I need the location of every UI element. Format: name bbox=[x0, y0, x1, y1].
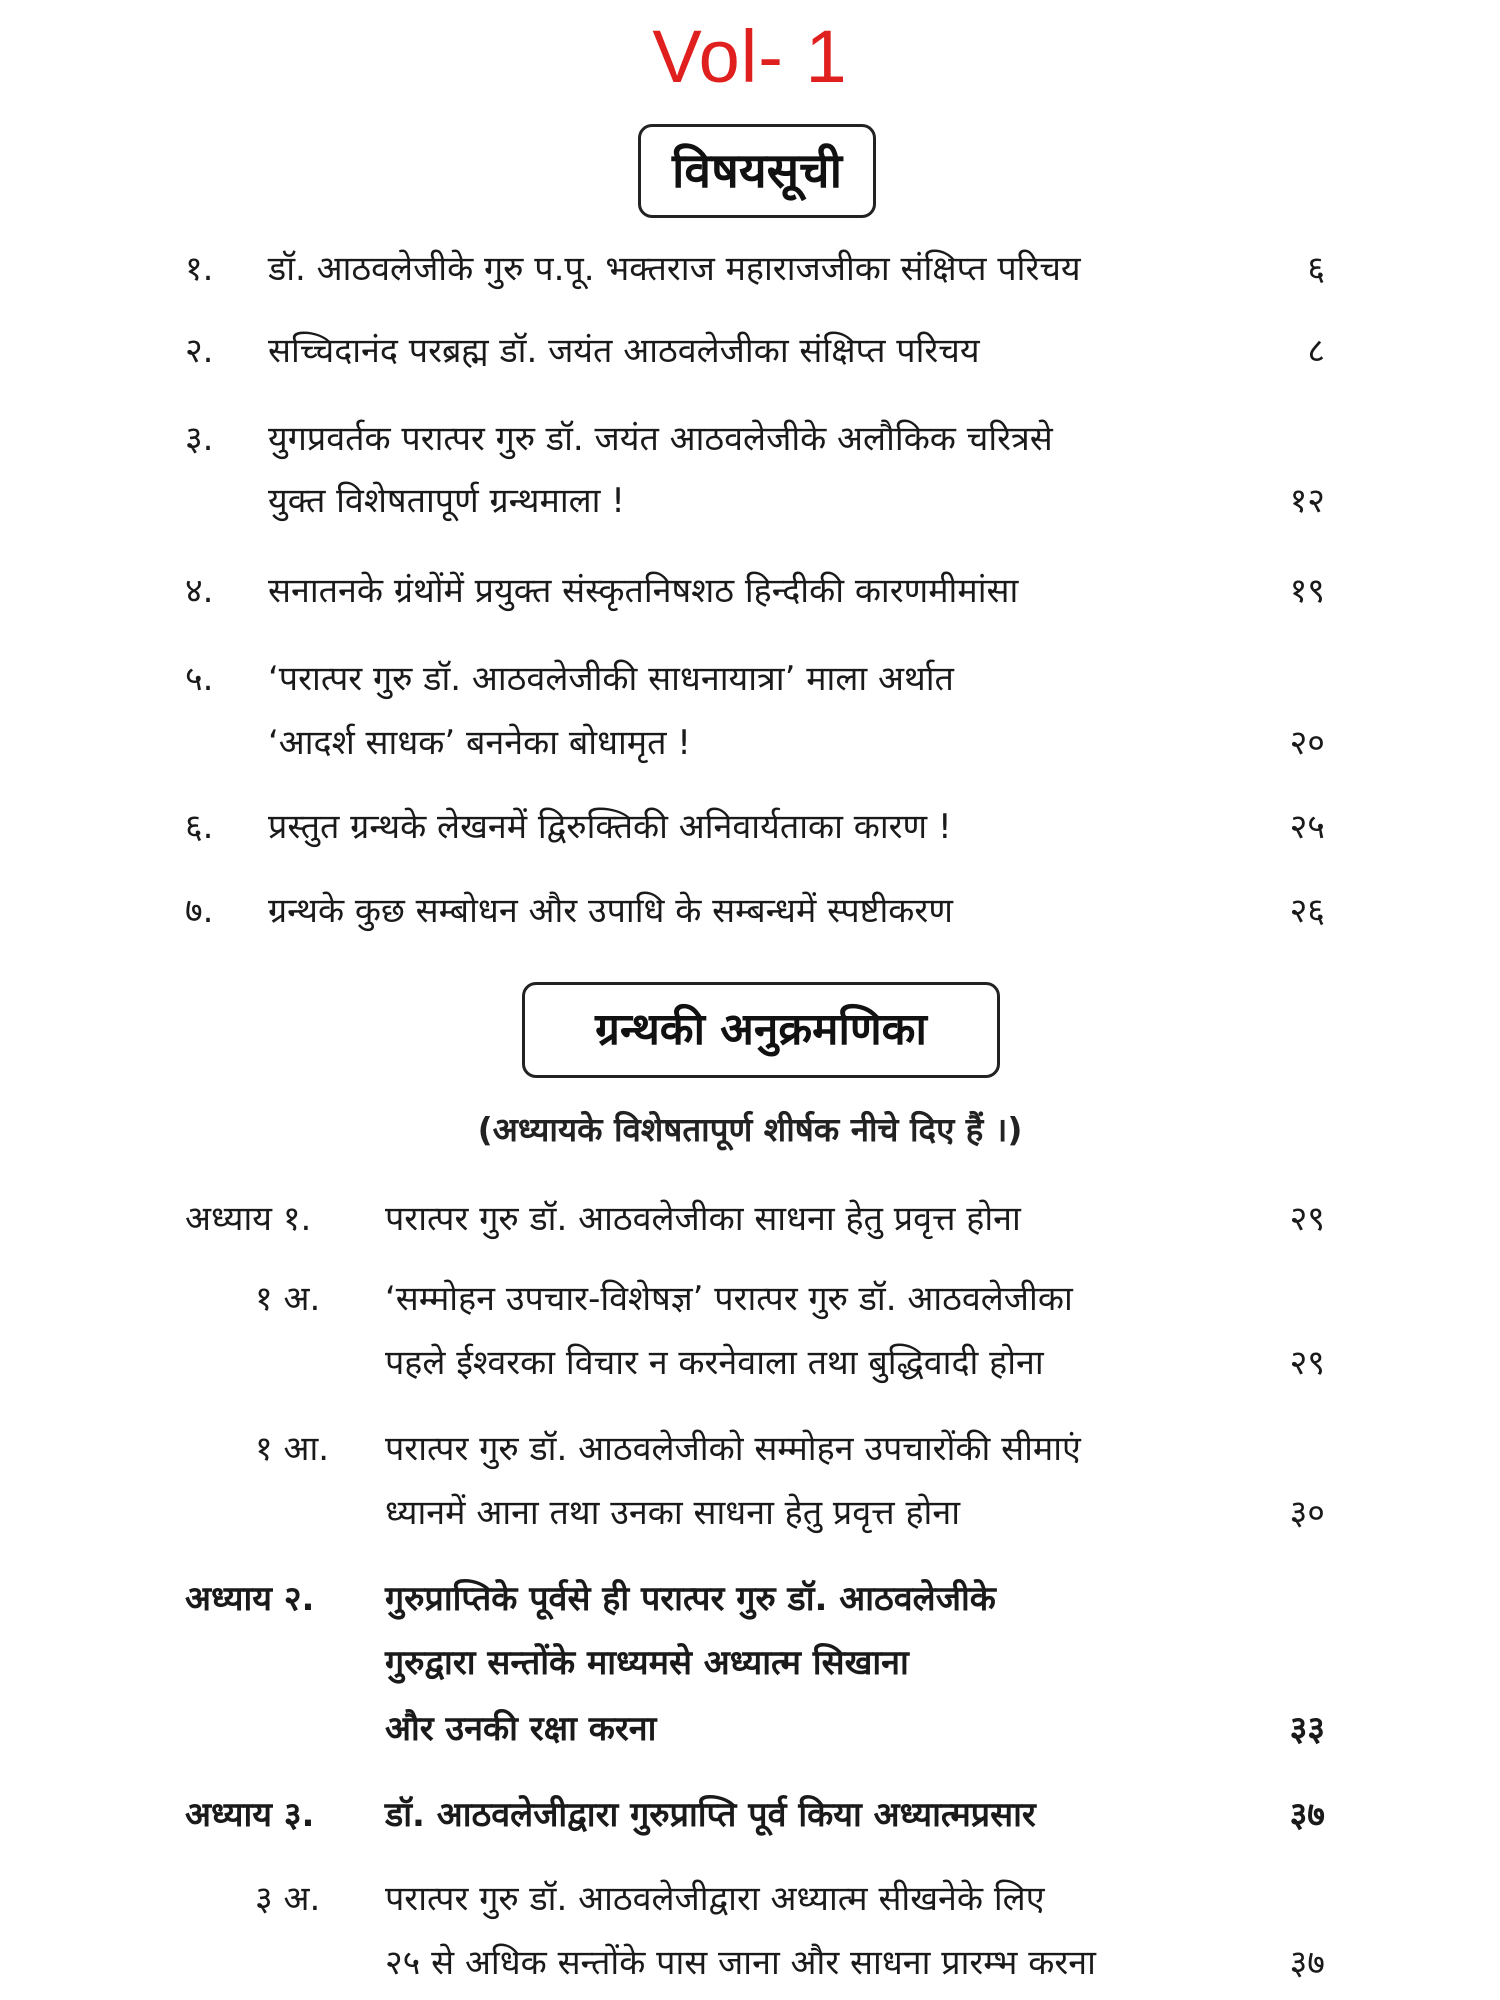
volume-label: Vol- 1 bbox=[652, 15, 848, 98]
entry-number: ३. bbox=[185, 419, 214, 459]
entry-number: १. bbox=[185, 249, 214, 289]
chapter-title-line: और उनकी रक्षा करना bbox=[385, 1709, 657, 1749]
chapter-page: २९ bbox=[1289, 1199, 1325, 1239]
chapter-label: अध्याय ३. bbox=[185, 1795, 315, 1835]
entry-title: सनातनके ग्रंथोंमें प्रयुक्त संस्कृतनिषशठ हिन्दीकी कारणमीमांसा bbox=[268, 571, 1019, 611]
contents-heading: विषयसूची bbox=[638, 124, 876, 218]
subchapter-number: ३ अ. bbox=[255, 1879, 321, 1919]
entry-page: १९ bbox=[1289, 571, 1325, 611]
entry-number: ४. bbox=[185, 571, 214, 611]
chapter-title-line: गुरुप्राप्तिके पूर्वसे ही परात्पर गुरु डॉ. आठवलेजीके bbox=[385, 1579, 996, 1619]
entry-page: ६ bbox=[1307, 249, 1325, 289]
subchapter-page: २९ bbox=[1289, 1343, 1325, 1383]
entry-page: २६ bbox=[1289, 891, 1325, 931]
subchapter-title-line: ‘सम्मोहन उपचार-विशेषज्ञ’ परात्पर गुरु डॉ. आठवलेजीका bbox=[385, 1279, 1073, 1319]
subchapter-number: १ अ. bbox=[255, 1279, 321, 1319]
subchapter-title-line: पहले ईश्वरका विचार न करनेवाला तथा बुद्धिवादी होना bbox=[385, 1343, 1044, 1383]
entry-page: २५ bbox=[1289, 807, 1325, 847]
subchapter-page: ३० bbox=[1289, 1493, 1325, 1533]
chapter-title-line: गुरुद्वारा सन्तोंके माध्यमसे अध्यात्म सिखाना bbox=[385, 1643, 909, 1683]
entry-title-line: युगप्रवर्तक परात्पर गुरु डॉ. जयंत आठवलेजीके अलौकिक चरित्रसे bbox=[268, 419, 1053, 459]
entry-title-line: ‘परात्पर गुरु डॉ. आठवलेजीकी साधनायात्रा’ माला अर्थात bbox=[268, 659, 954, 699]
entry-number: ५. bbox=[185, 659, 214, 699]
entry-number: २. bbox=[185, 331, 214, 371]
entry-title: डॉ. आठवलेजीके गुरु प.पू. भक्तराज महाराजजीका संक्षिप्त परिचय bbox=[268, 249, 1081, 289]
chapter-title: परात्पर गुरु डॉ. आठवलेजीका साधना हेतु प्रवृत्त होना bbox=[385, 1199, 1021, 1239]
subchapter-title-line: २५ से अधिक सन्तोंके पास जाना और साधना प्रारम्भ करना bbox=[385, 1943, 1096, 1983]
entry-title-line: युक्त विशेषतापूर्ण ग्रन्थमाला ! bbox=[268, 481, 625, 521]
entry-number: ६. bbox=[185, 807, 214, 847]
chapter-label: अध्याय २. bbox=[185, 1579, 315, 1619]
subchapter-number: १ आ. bbox=[255, 1429, 330, 1469]
index-heading: ग्रन्थकी अनुक्रमणिका bbox=[522, 982, 1000, 1078]
entry-page: १२ bbox=[1289, 481, 1325, 521]
index-subtitle: (अध्यायके विशेषतापूर्ण शीर्षक नीचे दिए हैं ।) bbox=[477, 1110, 1023, 1149]
subchapter-title-line: परात्पर गुरु डॉ. आठवलेजीको सम्मोहन उपचारोंकी सीमाएं bbox=[385, 1429, 1081, 1469]
entry-title: प्रस्तुत ग्रन्थके लेखनमें द्विरुक्तिकी अनिवार्यताका कारण ! bbox=[268, 807, 952, 847]
entry-title: सच्चिदानंद परब्रह्म डॉ. जयंत आठवलेजीका संक्षिप्त परिचय bbox=[268, 331, 980, 371]
chapter-page: ३७ bbox=[1289, 1795, 1325, 1835]
entry-number: ७. bbox=[185, 891, 214, 931]
chapter-page: ३३ bbox=[1289, 1709, 1325, 1749]
subchapter-title-line: ध्यानमें आना तथा उनका साधना हेतु प्रवृत्त होना bbox=[385, 1493, 961, 1533]
entry-page: २० bbox=[1289, 723, 1325, 763]
entry-title-line: ‘आदर्श साधक’ बननेका बोधामृत ! bbox=[268, 723, 691, 763]
subchapter-title-line: परात्पर गुरु डॉ. आठवलेजीद्वारा अध्यात्म सीखनेके लिए bbox=[385, 1879, 1045, 1919]
entry-title: ग्रन्थके कुछ सम्बोधन और उपाधि के सम्बन्धमें स्पष्टीकरण bbox=[268, 891, 953, 931]
chapter-label: अध्याय १. bbox=[185, 1199, 312, 1239]
chapter-title: डॉ. आठवलेजीद्वारा गुरुप्राप्ति पूर्व किया अध्यात्मप्रसार bbox=[385, 1795, 1036, 1835]
entry-page: ८ bbox=[1307, 331, 1325, 371]
subchapter-page: ३७ bbox=[1289, 1943, 1325, 1983]
